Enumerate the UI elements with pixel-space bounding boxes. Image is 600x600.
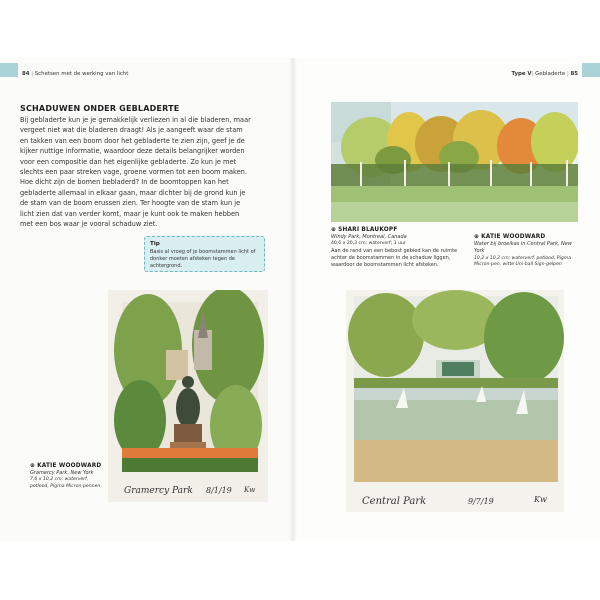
right-running-header: Type V| Gebladerte | 85: [511, 71, 578, 77]
credit-katie-left: [30, 463, 106, 491]
painting-windy-park: [331, 102, 578, 222]
credit-shari-specs: 40,6 x 20,3 cm; waterverf; 1 uur: [331, 241, 406, 247]
credit-katie-top-name: KATIE WOODWARD: [481, 234, 546, 240]
central-inscription: Central Park: [362, 496, 427, 507]
globe-icon: ⊕: [30, 463, 36, 469]
section-body: Bij gebladerte kun je je gemakkelijk verliezen in al die bladeren, maar vergeet niet wat die bladeren draagt! Als je aangeeft waar de stam en takken van een boom door het gebladerte te zien zijn, geef je de kijker nuttige informatie, waardoor deze details belangrijker worden voor een compositie dan het eigenlijke gebladerte. Zo kun je met slechts een paar streken vage, groene vormen tot een boom maken. Hoe dicht zijn de bomen bebladerd? In de boomtoppen kan het gebladerte allemaal in elkaar gaan, maar dichter bij de grond kun je de stam van de boom erussen zien. Ter hoogte van de stam kun je licht zien dat van verder komt, maar je kunt ook te maken hebben met een bos waar je vooral schaduw ziet.: [20, 116, 251, 229]
left-page-number: 84: [22, 71, 30, 77]
central-date: 9/7/19: [468, 497, 494, 506]
credit-katie-top-specs: 10,2 x 10,2 cm; waterverf, potlood, Pigma Micron-pen, witte Uni-ball Sign-gelpen: [474, 255, 572, 268]
left-chapter-title: Schetsen met de werking van licht: [34, 71, 129, 77]
central-signature: Kw: [534, 495, 547, 504]
book-spine: [289, 58, 297, 541]
credit-katie-left-specs: 7,6 x 10,2 cm; waterverf, potlood, Pigma Micron-pennen: [30, 477, 101, 489]
left-page-tab: [0, 63, 18, 77]
tip-title: Tip: [150, 241, 160, 247]
credit-shari-title: Windy Park, Montreal, Canada: [331, 234, 407, 241]
credit-katie-left-name: KATIE WOODWARD: [37, 463, 102, 469]
credit-katie-left-title: Gramercy Park, New York: [30, 470, 94, 477]
left-running-header: 84 | Schetsen met de werking van licht: [22, 71, 129, 77]
right-page-tab: [582, 63, 600, 77]
gramercy-date: 8/1/19: [206, 486, 232, 495]
section-heading: SCHADUWEN ONDER GEBLADERTE: [20, 104, 180, 113]
painting-central-park: [346, 290, 564, 512]
credit-shari-name: SHARI BLAUKOPF: [338, 227, 398, 233]
gramercy-signature: Kw: [244, 486, 256, 494]
credit-katie-top-title: Water bij broeikas in Central Park, New York: [474, 241, 572, 255]
painting-gramercy-park: [108, 290, 268, 502]
credit-katie-top: [474, 234, 584, 269]
right-page-number: 85: [570, 71, 578, 77]
tip-text: Basis al vroeg of je boomstammen licht of donker moeten afsteken tegen de achtergrond.: [150, 249, 256, 270]
tip-box: [144, 236, 265, 272]
globe-icon: ⊕: [331, 227, 337, 233]
right-chapter-title: Gebladerte: [535, 71, 566, 77]
right-section-label: Type V: [511, 71, 532, 77]
credit-shari-caption: Aan de rand van een bebost gebied kan de ruimte achter de boomstammen in de schaduw liggen, waardoor de boomstammen licht afsteken.: [331, 248, 458, 269]
globe-icon: ⊕: [474, 234, 480, 240]
gramercy-inscription: Gramercy Park: [124, 486, 193, 496]
credit-shari: [331, 227, 461, 270]
